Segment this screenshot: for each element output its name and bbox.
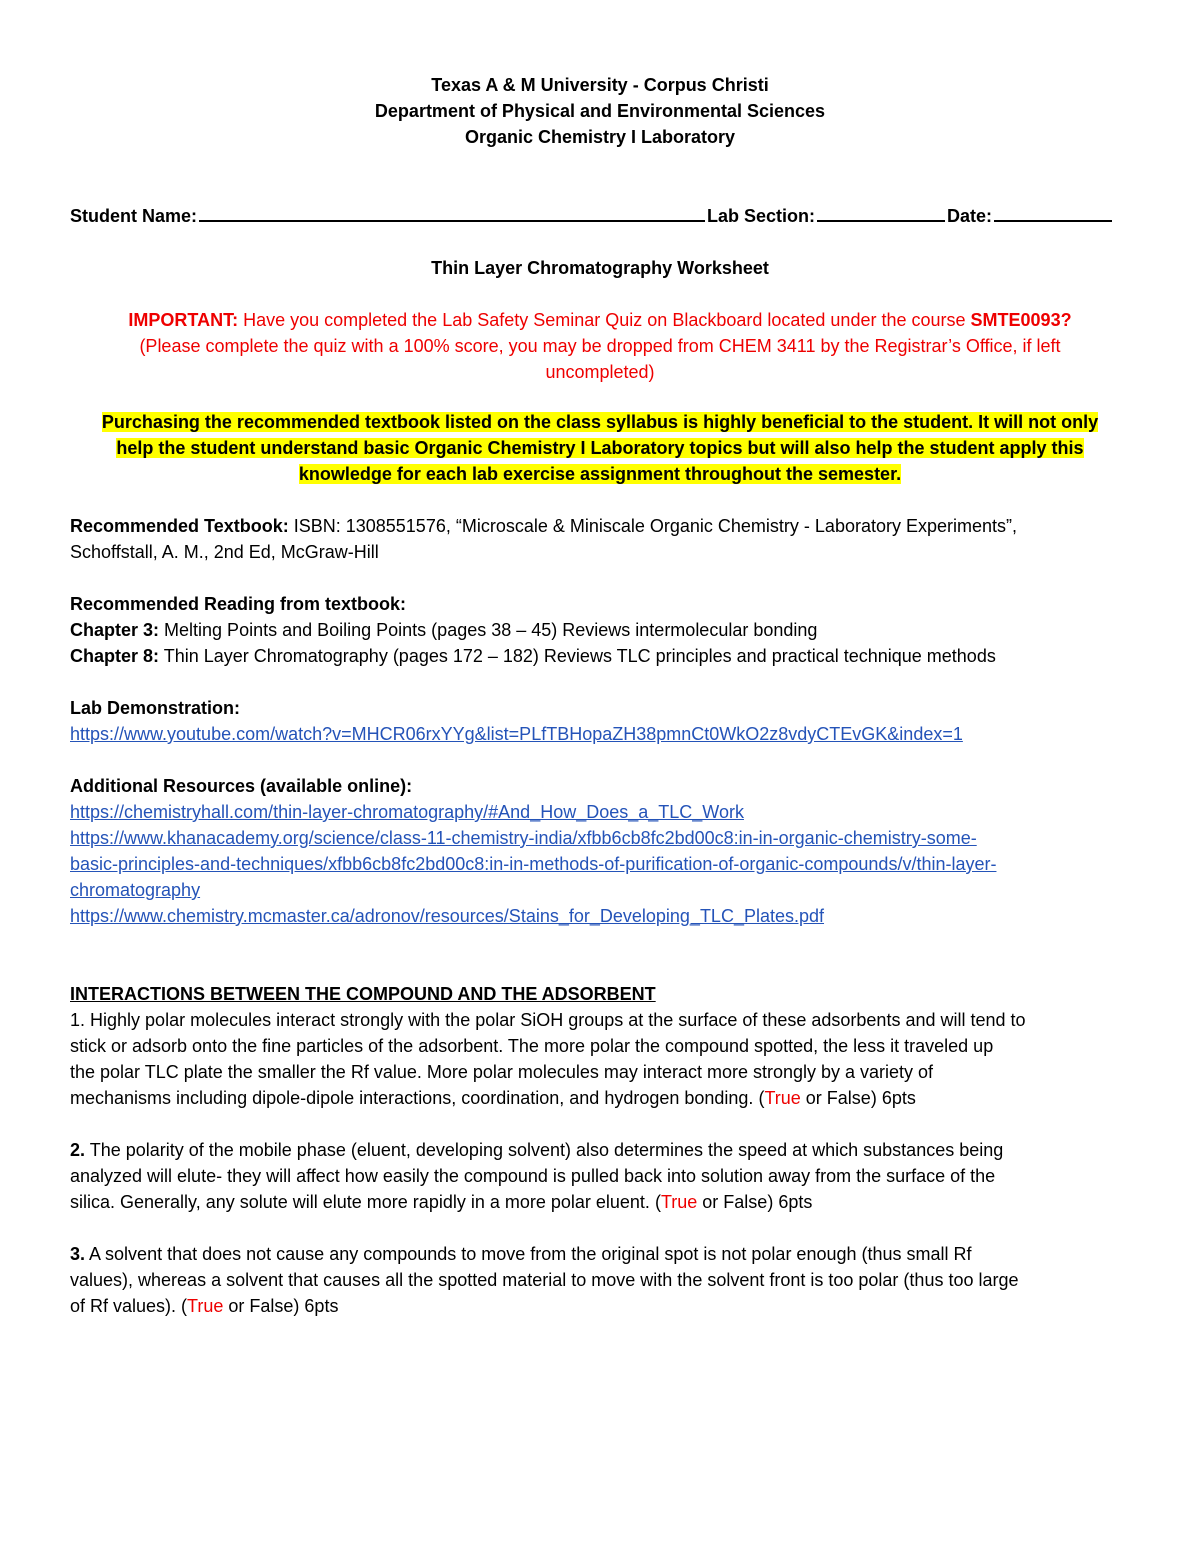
reading-block: [70, 591, 1130, 669]
question-1-line-3: the polar TLC plate the smaller the Rf value. More polar molecules may interact more strongly by a variety of: [70, 1062, 934, 1082]
textbook-info: ISBN: 1308551576, “Microscale & Miniscale Organic Chemistry - Laboratory Experiments”,: [293, 516, 1018, 536]
demo-block: [70, 695, 1130, 747]
question-3-line-1: A solvent that does not cause any compounds to move from the original spot is not polar enough (thus small Rf: [89, 1244, 972, 1264]
purchase-note-line-1: Purchasing the recommended textbook listed on the class syllabus is highly beneficial to the student. It will not only: [101, 412, 1099, 432]
lab-section-label: Lab Section:: [707, 206, 816, 226]
answer-options-tail: or False) 6pts: [702, 1192, 813, 1212]
question-1: [70, 1007, 1130, 1111]
textbook-label: Recommended Textbook:: [70, 516, 289, 536]
answer-true: True: [187, 1296, 224, 1316]
question-3-line-2: values), whereas a solvent that causes all the spotted material to move with the solvent front is too polar (thus too large: [70, 1270, 1019, 1290]
course-name: Organic Chemistry I Laboratory: [464, 127, 736, 147]
textbook-info-line-2: Schoffstall, A. M., 2nd Ed, McGraw-Hill: [70, 542, 379, 562]
purchase-note: [70, 409, 1130, 487]
important-notice: [70, 307, 1130, 385]
reading-text: Melting Points and Boiling Points (pages 38 – 45) Reviews intermolecular bonding: [164, 620, 818, 640]
student-name-field[interactable]: [199, 202, 705, 222]
demo-link[interactable]: https://www.youtube.com/watch?v=MHCR06rxYYg&list=PLfTBHopaZH38pmnCt0WkO2z8vdyCTEvGK&index=1: [70, 724, 963, 744]
question-number: 2.: [70, 1140, 86, 1160]
university-name: Texas A & M University - Corpus Christi: [431, 75, 769, 95]
answer-options-tail: or False) 6pts: [805, 1088, 916, 1108]
resource-link-chemistryhall[interactable]: https://chemistryhall.com/thin-layer-chromatography/#And_How_Does_a_TLC_Work: [70, 802, 744, 822]
question-number: 1.: [70, 1010, 86, 1030]
lab-section-field[interactable]: [817, 202, 945, 222]
date-label: Date:: [947, 206, 993, 226]
worksheet-content: [70, 72, 1130, 1319]
resource-link-khanacademy[interactable]: https://www.khanacademy.org/science/class-11-chemistry-india/xfbb6cb8fc2bd00c8:in-in-organic-chemistry-some-: [70, 828, 977, 848]
purchase-note-line-3: knowledge for each lab exercise assignment throughout the semester.: [298, 464, 902, 484]
answer-options-tail: or False) 6pts: [228, 1296, 339, 1316]
resources-block: [70, 773, 1130, 929]
question-number: 3.: [70, 1244, 86, 1264]
date-field[interactable]: [994, 202, 1112, 222]
textbook-block: [70, 513, 1130, 565]
resource-link-khanacademy-cont[interactable]: basic-principles-and-techniques/xfbb6cb8fc2bd00c8:in-in-methods-of-purification-of-organic-compounds/v/thin-layer-: [70, 854, 997, 874]
resource-link-khanacademy-end[interactable]: chromatography: [70, 880, 201, 900]
question-1-line-2: stick or adsorb onto the fine particles of the adsorbent. The more polar the compound spotted, the less it traveled up: [70, 1036, 994, 1056]
purchase-note-line-2: help the student understand basic Organic Chemistry I Laboratory topics but will also help the student apply this: [116, 438, 1084, 458]
reading-item: [70, 617, 1130, 643]
reading-text: Thin Layer Chromatography (pages 172 – 182) Reviews TLC principles and practical technique methods: [163, 646, 996, 666]
student-name-label: Student Name:: [70, 206, 198, 226]
student-info-row: [70, 202, 1130, 229]
resource-link-mcmaster[interactable]: https://www.chemistry.mcmaster.ca/adronov/resources/Stains_for_Developing_TLC_Plates.pdf: [70, 906, 825, 926]
question-3: [70, 1241, 1130, 1319]
question-1-line-4: mechanisms including dipole-dipole interactions, coordination, and hydrogen bonding. (: [70, 1088, 765, 1108]
answer-true: True: [660, 1192, 698, 1212]
question-3-line-3: of Rf values). (: [70, 1296, 188, 1316]
resources-heading: Additional Resources (available online):: [70, 776, 413, 796]
interactions-heading: INTERACTIONS BETWEEN THE COMPOUND AND THE ADSORBENT: [70, 984, 656, 1004]
header-block: [70, 72, 1130, 150]
reading-chapter: Chapter 3:: [70, 620, 160, 640]
interactions-section: [70, 981, 1130, 1319]
important-line-3: uncompleted): [545, 362, 655, 382]
course-code: SMTE0093?: [970, 310, 1072, 330]
reading-heading: Recommended Reading from textbook:: [70, 594, 407, 614]
reading-chapter: Chapter 8:: [70, 646, 160, 666]
question-2-line-2: analyzed will elute- they will affect how easily the compound is pulled back into solution away from the surface of the: [70, 1166, 996, 1186]
important-label: IMPORTANT:: [128, 310, 239, 330]
question-2-line-1: The polarity of the mobile phase (eluent, developing solvent) also determines the speed at which substances being: [89, 1140, 1004, 1160]
important-text: Have you completed the Lab Safety Seminar Quiz on Blackboard located under the course: [243, 310, 966, 330]
question-2-line-3: silica. Generally, any solute will elute more rapidly in a more polar eluent. (: [70, 1192, 661, 1212]
question-1-line-1: Highly polar molecules interact strongly with the polar SiOH groups at the surface of these adsorbents and will tend to: [90, 1010, 1026, 1030]
answer-true: True: [764, 1088, 801, 1108]
reading-item: [70, 643, 1130, 669]
question-2: [70, 1137, 1130, 1215]
important-line-2: (Please complete the quiz with a 100% score, you may be dropped from CHEM 3411 by the Registrar’s Office, if left: [139, 336, 1061, 356]
worksheet-title: Thin Layer Chromatography Worksheet: [431, 258, 769, 278]
department-name: Department of Physical and Environmental Sciences: [374, 101, 826, 121]
demo-heading: Lab Demonstration:: [70, 698, 241, 718]
